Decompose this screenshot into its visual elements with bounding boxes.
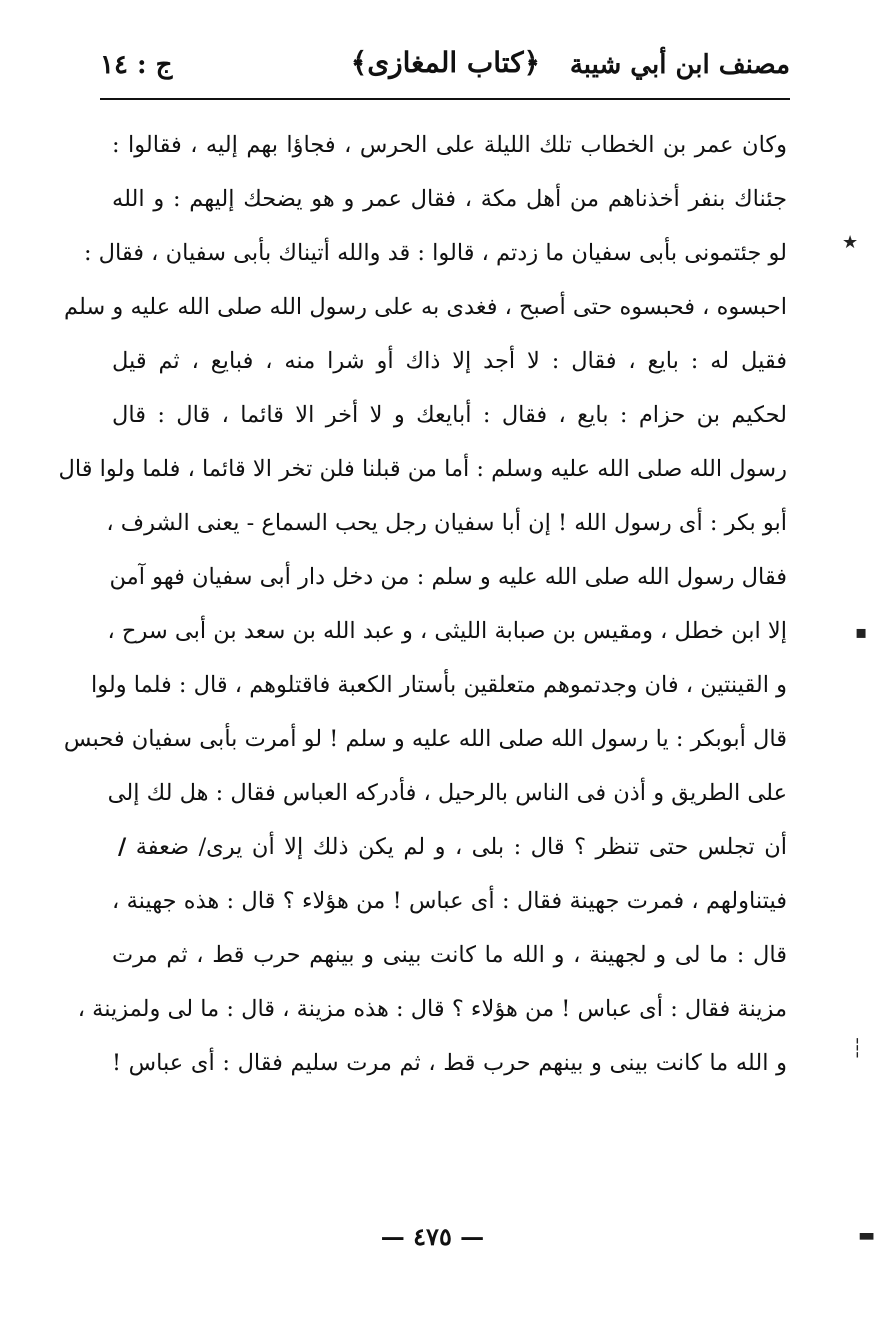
text-line: و القينتين ، فان وجدتموهم متعلقين بأستار الكعبة فاقتلوهم ، قال : فلما ولوا	[90, 672, 787, 698]
text-line: على الطريق و أذن فى الناس بالرحيل ، فأدركه العباس فقال : هل لك إلى	[107, 780, 787, 806]
text-line: وكان عمر بن الخطاب تلك الليلة على الحرس ، فجاؤا بهم إليه ، فقالوا :	[112, 132, 787, 158]
text-line: أبو بكر : أى رسول الله ! إن أبا سفيان رجل يحب السماع - يعنى الشرف ،	[106, 510, 787, 536]
header-book-title: ﴿كتاب المغازى﴾	[350, 46, 540, 79]
running-header	[100, 38, 790, 98]
text-line: مزينة فقال : أى عباس ! من هؤلاء ؟ قال : هذه مزينة ، قال : ما لى ولمزينة ،	[77, 996, 787, 1022]
text-line: إلا ابن خطل ، ومقيس بن صبابة الليثى ، و عبد الله بن سعد بن أبى سرح ،	[107, 618, 787, 644]
page-number: — ٤٧٥ —	[380, 1222, 485, 1251]
text-line: لحكيم بن حزام : بايع ، فقال : أبايعك و لا أخر الا قائما ، قال : قال	[112, 402, 787, 428]
margin-bracket-icon: ┆	[852, 1038, 863, 1059]
text-line: جئناك بنفر أخذناهم من أهل مكة ، فقال عمر و هو يضحك إليهم : و الله	[112, 186, 787, 212]
margin-dot-icon: ▪	[855, 622, 868, 643]
text-line: احبسوه ، فحبسوه حتى أصبح ، فغدى به على رسول الله صلى الله عليه و سلم	[64, 294, 787, 320]
text-line: قال أبوبكر : يا رسول الله صلى الله عليه و سلم ! لو أمرت بأبى سفيان فحبس	[63, 726, 787, 752]
text-line: فقيل له : بايع ، فقال : لا أجد إلا ذاك أو شرا منه ، فبايع ، ثم قيل	[112, 348, 787, 374]
text-line: فقال رسول الله صلى الله عليه و سلم : من دخل دار أبى سفيان فهو آمن	[109, 564, 787, 590]
header-volume: ج : ١٤	[100, 50, 173, 80]
text-line: قال : ما لى و لجهينة ، و الله ما كانت بينى و بينهم حرب قط ، ثم مرت	[112, 942, 787, 968]
text-line-with-break	[112, 820, 787, 874]
header-rule	[100, 98, 790, 100]
header-source-title: مصنف ابن أبي شيبة	[569, 50, 790, 80]
text-line: فيتناولهم ، فمرت جهينة فقال : أى عباس ! من هؤلاء ؟ قال : هذه جهينة ،	[112, 888, 787, 914]
text-line: رسول الله صلى الله عليه وسلم : أما من قبلنا فلن تخر الا قائما ، فلما ولوا قال	[58, 456, 787, 482]
body-text	[58, 118, 787, 1090]
text-line: أن تجلس حتى تنظر ؟ قال : بلى ، و لم يكن ذلك إلا أن يرى/ ضعفة	[135, 834, 787, 860]
margin-dash-icon: ▬	[858, 1225, 875, 1246]
text-line: لو جئتمونى بأبى سفيان ما زدتم ، قالوا : قد والله أتيناك بأبى سفيان ، فقال :	[83, 240, 787, 266]
text-line: و الله ما كانت بينى و بينهم حرب قط ، ثم مرت سليم فقال : أى عباس !	[112, 1050, 787, 1076]
margin-star-icon: ★	[842, 232, 859, 253]
page-break-marker: /	[118, 834, 127, 860]
